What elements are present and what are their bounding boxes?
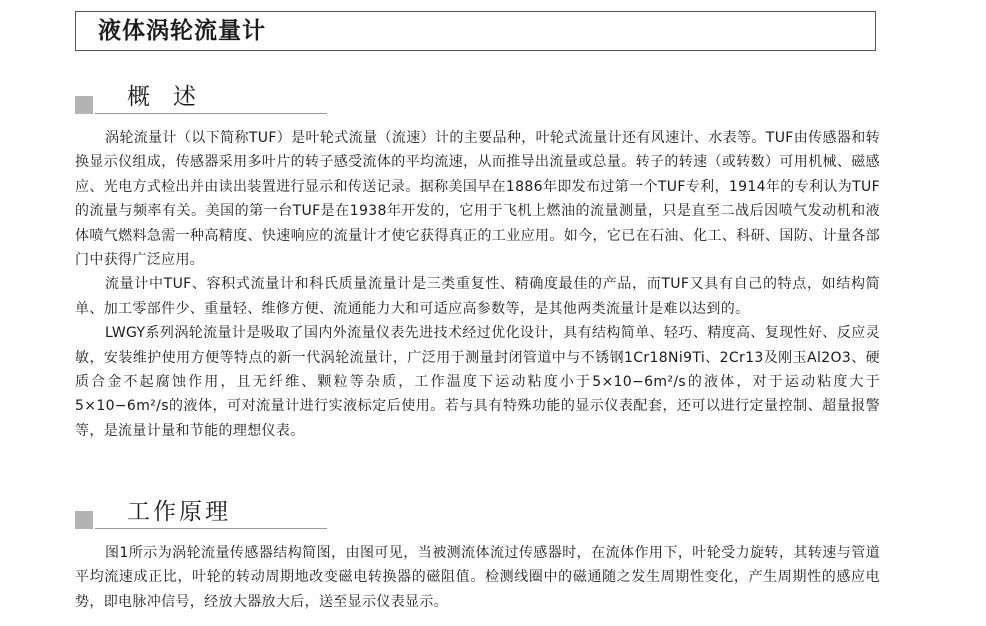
- section-marker-square: [75, 511, 93, 529]
- paragraph-overview-2: 流量计中TUF、容积式流量计和科氏质量流量计是三类重复性、精确度最佳的产品，而TUF又具有自己的特点，如结构简单、加工零部件少、重量轻、维修方便、流通能力大和可适应高参数等，是其他两类流量计是难以达到的。: [75, 276, 880, 317]
- section-body-overview: [75, 126, 880, 443]
- section-body-principle: [75, 541, 880, 614]
- section-heading-overview: [75, 82, 327, 114]
- section-underline: [95, 113, 327, 114]
- section-heading-principle: [75, 497, 327, 529]
- section-marker-square: [75, 96, 93, 114]
- paragraph-principle-1: 图1所示为涡轮流量传感器结构简图，由图可见，当被测流体流过传感器时，在流体作用下，叶轮受力旋转，其转速与管道平均流速成正比，叶轮的转动周期地改变磁电转换器的磁阻值。检测线圈中的磁通随之发生周期性变化，产生周期性的感应电势，即电脉冲信号，经放大器放大后，送至显示仪表显示。: [75, 545, 880, 610]
- section-title-principle: 工作原理: [127, 499, 231, 525]
- document-title: 液体涡轮流量计: [98, 18, 266, 44]
- paragraph-overview-1: 涡轮流量计（以下简称TUF）是叶轮式流量（流速）计的主要品种，叶轮式流量计还有风速计、水表等。TUF由传感器和转换显示仪组成，传感器采用多叶片的转子感受流体的平均流速，从而推导出流量或总量。转子的转速（或转数）可用机械、磁感应、光电方式检出并由读出装置进行显示和传送记录。据称美国早在1886年即发布过第一个TUF专利，1914年的专利认为TUF的流量与频率有关。美国的第一台TUF是在1938年开发的，它用于飞机上燃油的流量测量，只是直至二战后因喷气发动机和液体喷气燃料急需一种高精度、快速响应的流量计才使它获得真正的工业应用。如今，它已在石油、化工、科研、国防、计量各部门中获得广泛应用。: [75, 130, 880, 269]
- paragraph-overview-3: LWGY系列涡轮流量计是吸取了国内外流量仪表先进技术经过优化设计，具有结构简单、轻巧、精度高、复现性好、反应灵敏，安装维护使用方便等特点的新一代涡轮流量计，广泛用于测量封闭管道中与不锈钢1Cr18Ni9Ti、2Cr13及刚玉Al2O3、硬质合金不起腐蚀作用，且无纤维、颗粒等杂质，工作温度下运动粘度小于5×10−6m²/s的液体，对于运动粘度大于5×10−6m²/s的液体，可对流量计进行实液标定后使用。若与具有特殊功能的显示仪表配套，还可以进行定量控制、超量报警等，是流量计量和节能的理想仪表。: [75, 325, 880, 439]
- section-underline: [95, 528, 327, 529]
- document-title-box: [75, 11, 876, 51]
- section-title-overview: 概述: [127, 84, 219, 110]
